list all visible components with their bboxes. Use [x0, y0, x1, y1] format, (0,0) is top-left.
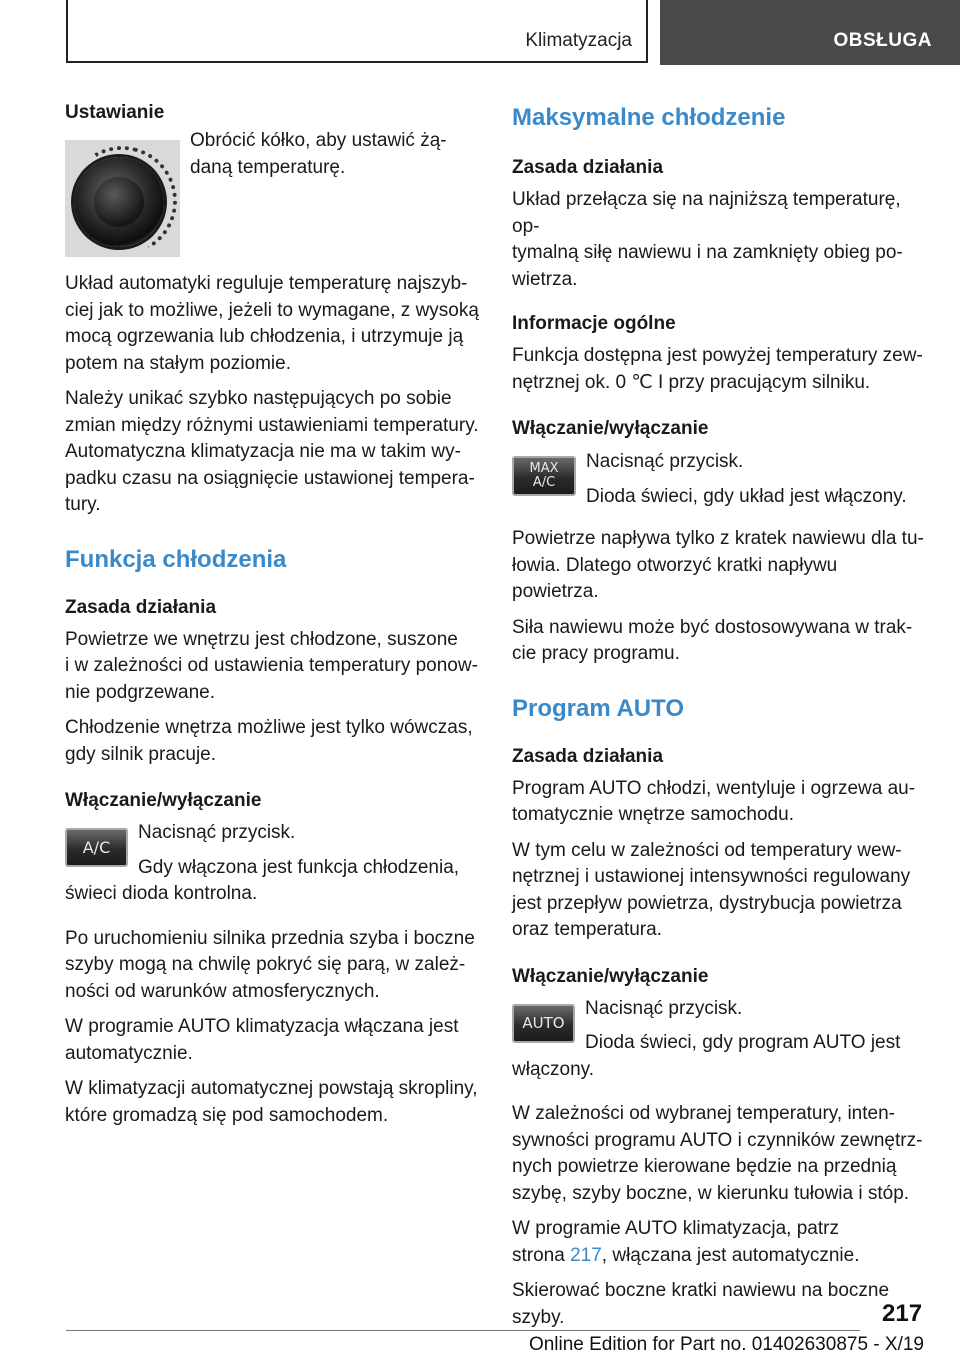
max-ac-indicator-text: Dioda świeci, gdy układ jest włączony.: [586, 485, 907, 507]
heading-wlaczanie: Włączanie/wyłączanie: [512, 418, 709, 439]
ac-button-image: A/C: [65, 828, 128, 867]
paragraph: Chłodzenie wnętrza możliwe jest tylko wówczas, gdy silnik pracuje.: [65, 717, 473, 765]
heading-zasada: Zasada działania: [512, 745, 664, 767]
auto-indicator-text: Dioda świeci, gdy program AUTO jest: [585, 1032, 901, 1053]
heading-zasada: Zasada działania: [65, 596, 217, 618]
chapter-tab: [660, 0, 960, 65]
auto-indicator-text-cont: włączony.: [512, 1058, 595, 1080]
section-box: [66, 0, 648, 63]
chapter-title: OBSŁUGA: [833, 30, 932, 51]
paragraph: Po uruchomieniu silnika przednia szyba i boczne szyby mogą na chwilę pokryć się parą, w zależ- ności od warunków atmosferycznych.: [65, 927, 475, 1002]
heading-zasada: Zasada działania: [512, 157, 664, 178]
paragraph: W tym celu w zależności od temperatury wew- nętrznej i ustawionej intensywności regulowany jest przepływ powietrza, dystrybucja powietrza oraz temperatura.: [512, 839, 911, 940]
heading-wlaczanie: Włączanie/wyłączanie: [65, 790, 262, 811]
paragraph: W programie AUTO klimatyzacja włączana jest automatycznie.: [65, 1016, 459, 1064]
heading-wlaczanie: Włączanie/wyłączanie: [512, 965, 709, 987]
heading-funkcja-chlodzenia: Funkcja chłodzenia: [65, 545, 287, 573]
ac-button-figure: [65, 822, 480, 881]
paragraph: Układ automatyki reguluje temperaturę najszyb- ciej jak to możliwe, jeżeli to wymagane, z wysoką mocą ogrzewania lub chłodzenia, i utrzymuje ją potem na stałym poziomie.: [65, 273, 479, 374]
paragraph: W zależności od wybranej temperatury, inten- sywności programu AUTO i czynników zewnętrz- nych powietrze kierowane będzie na przednią szybę, szyby boczne, w kierunku tułowia i stóp.: [512, 1103, 923, 1204]
paragraph: W klimatyzacji automatycznej powstają skropliny, które gromadzą się pod samochodem.: [65, 1078, 478, 1126]
temperature-knob-image: [65, 140, 180, 257]
max-ac-button-image: MAX A/C: [512, 456, 576, 496]
footer-divider: [66, 1330, 860, 1331]
heading-program-auto: Program AUTO: [512, 694, 685, 722]
heading-informacje: Informacje ogólne: [512, 313, 676, 334]
heading-ustawianie: Ustawianie: [65, 102, 165, 123]
paragraph: Siła nawiewu może być dostosowywana w trak- cie pracy programu.: [512, 616, 913, 664]
paragraph: Należy unikać szybko następujących po sobie zmian między różnymi ustawieniami temperatury. Automatyczna klimatyzacja nie ma w takim wy- padku czasu na osiągnięcie ustawionej tempera- tury.: [65, 388, 479, 515]
paragraph: Układ przełącza się na najniższą temperaturę, op- tymalną siłę nawiewu i na zamknięty obieg po- wietrza.: [512, 189, 903, 290]
section-title: Klimatyzacja: [525, 30, 632, 51]
paragraph: W programie AUTO klimatyzacja, patrz strona 217, włączana jest automatycznie.: [512, 1218, 860, 1266]
knob-figure: [65, 130, 480, 257]
page-header: [0, 0, 960, 66]
paragraph: Funkcja dostępna jest powyżej temperatury zew- nętrznej ok. 0 ℃ I przy pracującym silniku.: [512, 345, 923, 393]
left-column: [65, 100, 480, 1129]
page-reference-link[interactable]: 217: [570, 1244, 602, 1266]
edition-text: Online Edition for Part no. 01402630875 - X/19: [528, 1334, 924, 1355]
heading-maksymalne-chlodzenie: Maksymalne chłodzenie: [512, 104, 786, 131]
auto-button-image: AUTO: [512, 1004, 575, 1043]
right-column: [512, 100, 927, 1331]
max-ac-instruction: Nacisnąć przycisk.: [586, 451, 744, 472]
ac-indicator-text: Gdy włączona jest funkcja chłodzenia,: [138, 856, 460, 878]
page-number: 217: [882, 1300, 923, 1327]
paragraph: Powietrze we wnętrzu jest chłodzone, suszone i w zależności od ustawienia temperatury ponow- nie podgrzewane.: [65, 628, 478, 703]
max-ac-button-figure: [512, 451, 927, 510]
paragraph: Skierować boczne kratki nawiewu na boczne szyby.: [512, 1280, 890, 1328]
auto-instruction: Nacisnąć przycisk.: [585, 997, 743, 1019]
knob-text: Obrócić kółko, aby ustawić żą- daną temperaturę.: [190, 130, 447, 178]
auto-button-figure: [512, 997, 927, 1057]
ac-indicator-text-cont: świeci dioda kontrolna.: [65, 883, 258, 904]
ac-instruction: Nacisnąć przycisk.: [138, 822, 296, 843]
paragraph: Program AUTO chłodzi, wentyluje i ogrzewa au- tomatycznie wnętrze samochodu.: [512, 777, 916, 825]
paragraph: Powietrze napływa tylko z kratek nawiewu dla tu- łowia. Dlatego otworzyć kratki napływu powietrza.: [512, 528, 924, 602]
